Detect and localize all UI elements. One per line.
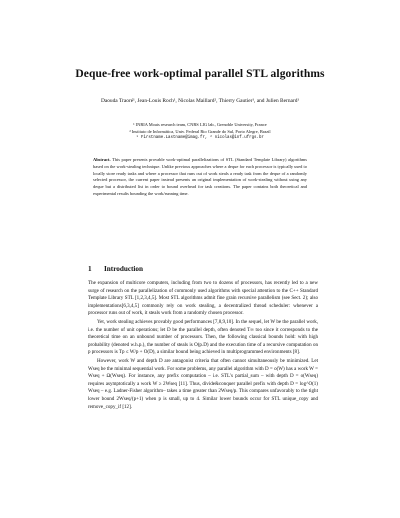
section-heading [88, 265, 318, 273]
affiliation-1: ¹ INRIA Moais research team, CNRS LIG lab., Grenoble University, France [133, 122, 267, 127]
body-text [88, 280, 318, 412]
paragraph-1: The expansion of multicore computers, including from two to dozens of processors, has recently led to a new surge of research on the parallelization of commonly used algorithms with special attention to the C++ Standard Template Library STL [1,2,3,4,5]. Most STL algorithms admit fine grain recursive parallelism (see Sect. 2); also implementations[6,3,4,5] commonly rely on work stealing, a decentralized thread scheduler: whenever a processor runs out of work, it steals work from a randomly chosen processor. [88, 280, 318, 317]
section-title: Introduction [104, 265, 144, 273]
affiliations [64, 121, 336, 143]
abstract-label: Abstract. [93, 157, 111, 162]
affiliation-2: ² Instituto de Informática, Univ. Federal Rio Grande do Sul, Porto Alegre, Brazil [129, 129, 271, 135]
section-number: 1 [88, 265, 92, 273]
paper-title: Deque-free work-optimal parallel STL algorithms [75, 68, 325, 80]
abstract [93, 157, 307, 198]
paragraph-2: Yet, work stealing achieves provably good performances [7,8,9,10]. In the sequel, let W be the parallel work, i.e. the number of unit operations; let D be the parallel depth, often denoted T∞ too since it corresponds to the theoretical time on an unbound number of processors. Then, the following classical bounds hold: with high probability (denoted w.h.p.), the number of steals is O(p.D) and the execution time of a recursive computation on p processors is Tp ≤ W/p + O(D), a similar bound being achieved in multiprogrammed environments [8]. [88, 319, 318, 356]
paragraph-3: However, work W and depth D are antagonist criteria that often cannot simultaneously be minimized. Let Wseq be the minimal sequential work. For some problems, any parallel algorithm with D = o(W) has a work W = Wseq + Ω(Wseq). For instance, any prefix computation – i.e. STL's partial_sum – with depth D = o(Wseq) requires asymptotically a work W ≥ 2Wseq [11]. Thus, divide&conquer parallel prefix with depth D = log^O(1) Wseq – e.g. Ladner-Fisher algorithm– takes a time greater than 2Wseq/p. This compares unfavorably to the tight lower bound 2Wseq/(p+1) when p is small, up to 4. Similar lower bounds occur for STL unique_copy and remove_copy_if [12]. [88, 358, 318, 410]
author-emails: ¹ Firstname.Lastname@imag.fr, ² nicolas@inf.ufrgs.br [136, 136, 264, 141]
abstract-text: This paper presents provable work-optimal parallelizations of STL (Standard Template Library) algorithms based on the work-stealing technique. Unlike previous approaches where a deque for each processor is typically used to locally store ready tasks and where a processor that runs out of work steals a ready task from the deque of a randomly selected processor, the current paper instead presents an original implementation of work-stealing without using any deque but a distributed list in order to bound overhead for task creations. The paper contains both theoretical and experimental results bounding the work/running time. [93, 157, 307, 196]
author-list: Daouda Traoré¹, Jean-Louis Roch¹, Nicolas Maillard², Thierry Gautier¹, and Julien Bernard¹ [100, 98, 300, 104]
